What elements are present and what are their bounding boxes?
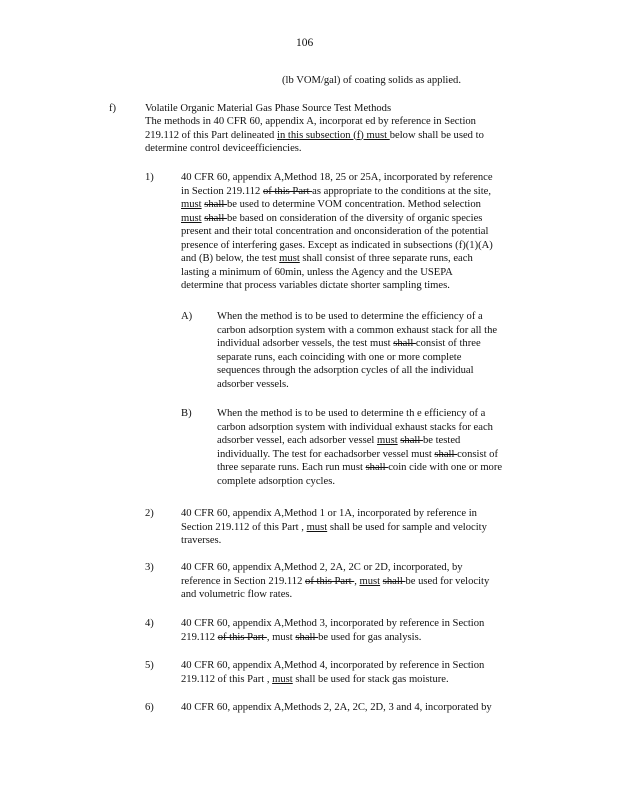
- section-f-body: [145, 115, 545, 156]
- text-line: [181, 266, 551, 280]
- item-4-body: [181, 617, 551, 644]
- text-segment: three separate runs. Each run must: [217, 462, 366, 473]
- text-segment: determine control deviceefficiencies.: [145, 143, 302, 154]
- item-6-body: [181, 701, 551, 715]
- text-line: [217, 407, 547, 421]
- text-segment: individual adsorber vessels, the test must: [217, 338, 394, 349]
- text-line: [181, 588, 551, 602]
- text-segment: 40 CFR 60, appendix A,Method 3, incorporated by reference in Section: [181, 618, 485, 629]
- text-segment: and volumetric flow rates.: [181, 589, 293, 600]
- text-segment: The methods in 40 CFR 60, appendix A, incorporat ed by reference in Section: [145, 116, 476, 127]
- text-segment: presence of interfering gases. Except as indicated in subsections (f)(1)(A): [181, 239, 493, 251]
- item-3-label: 3): [145, 562, 154, 573]
- page-number: 106: [296, 37, 314, 49]
- text-line: [181, 279, 551, 293]
- text-segment: 40 CFR 60, appendix A,Method 4, incorporated by reference in Section: [181, 660, 485, 671]
- text-segment: ,: [354, 575, 360, 587]
- text-line: [181, 252, 551, 266]
- item-1b-label: B): [181, 408, 192, 419]
- text-segment: shall be used for sample and velocity: [327, 521, 487, 533]
- text-line: [181, 225, 551, 239]
- text-segment: determine that process variables dictate shorter sampling times.: [181, 280, 450, 291]
- text-segment: 40 CFR 60, appendix A,Methods 2, 2A, 2C, 2D, 3 and 4, incorporated by: [181, 702, 492, 713]
- inserted-text: must: [272, 673, 293, 685]
- text-line: [181, 534, 551, 548]
- text-segment: in Section 219.112: [181, 185, 263, 197]
- item-5-body: [181, 659, 551, 686]
- inserted-text: must: [279, 253, 300, 264]
- deleted-text: of this Part: [263, 185, 313, 197]
- text-segment: be based on consideration of the diversity of organic species: [226, 212, 483, 224]
- item-1b-body: [217, 407, 547, 488]
- inserted-text: must: [181, 199, 202, 210]
- text-segment: reference in Section 219.112: [181, 575, 306, 587]
- text-segment: present and their total concentration and onconsideration of the potential: [181, 226, 489, 237]
- carryover-line: (lb VOM/gal) of coating solids as applied.: [282, 75, 461, 86]
- text-line: [217, 378, 547, 392]
- deleted-text: shall: [204, 212, 227, 224]
- text-line: [181, 617, 551, 631]
- text-line: [181, 212, 551, 226]
- deleted-text: shall: [434, 448, 458, 460]
- item-4-label: 4): [145, 618, 154, 629]
- text-segment: 219.112: [181, 631, 218, 643]
- text-segment: 40 CFR 60, appendix A,Method 18, 25 or 25A, incorporated by reference: [181, 172, 493, 183]
- text-line: [217, 337, 547, 351]
- inserted-text: in this subsection (f) must: [277, 129, 390, 141]
- text-line: [217, 461, 547, 475]
- text-line: [181, 561, 551, 575]
- text-segment: shall be used for stack gas moisture.: [292, 673, 449, 685]
- text-line: [145, 142, 545, 156]
- text-segment: and (B) below, the test: [181, 253, 280, 264]
- deleted-text: shall: [365, 462, 389, 473]
- text-segment: be used for velocity: [405, 575, 490, 587]
- text-segment: carbon adsorption system with individual exhaust stacks for each: [217, 421, 493, 433]
- text-line: [145, 129, 545, 143]
- text-line: [181, 239, 551, 253]
- text-segment: adsorber vessel, each adsorber vessel: [217, 435, 378, 446]
- text-segment: be used to determine VOM concentration. Method selection: [226, 199, 481, 210]
- text-segment: sequences through the adsorption cycles of all the individual: [217, 365, 474, 376]
- text-line: [217, 434, 547, 448]
- deleted-text: of this Part: [305, 575, 355, 587]
- text-segment: When the method is to be used to determine th e efficiency of a: [217, 408, 486, 419]
- text-line: [181, 659, 551, 673]
- deleted-text: shall: [204, 199, 227, 210]
- deleted-text: shall: [400, 435, 423, 446]
- deleted-text: shall: [393, 338, 416, 349]
- item-1-label: 1): [145, 172, 154, 183]
- text-segment: be used for gas analysis.: [318, 631, 422, 643]
- text-segment: as appropriate to the conditions at the site,: [312, 185, 492, 197]
- text-segment: be tested: [422, 435, 461, 446]
- item-5-label: 5): [145, 660, 154, 671]
- text-line: [181, 171, 551, 185]
- text-segment: shall consist of three separate runs, each: [299, 253, 473, 264]
- text-line: [217, 351, 547, 365]
- text-segment: coin cide with one or more: [388, 462, 503, 473]
- text-segment: , must: [266, 631, 296, 643]
- text-segment: 219.112 of this Part delineated: [145, 129, 278, 141]
- item-3-body: [181, 561, 551, 602]
- text-segment: consist of three: [415, 338, 481, 349]
- text-line: [217, 310, 547, 324]
- item-1a-body: [217, 310, 547, 391]
- text-line: [181, 631, 551, 645]
- text-segment: separate runs, each coinciding with one or more complete: [217, 351, 462, 363]
- text-segment: 219.112 of this Part ,: [181, 673, 273, 685]
- deleted-text: shall: [382, 575, 406, 587]
- text-line: [217, 448, 547, 462]
- text-segment: complete adsorption cycles.: [217, 475, 335, 487]
- text-line: [181, 575, 551, 589]
- text-segment: 40 CFR 60, appendix A,Method 1 or 1A, incorporated by reference in: [181, 508, 477, 519]
- text-line: [181, 701, 551, 715]
- item-2-label: 2): [145, 508, 154, 519]
- text-segment: carbon adsorption system with a common exhaust stack for all the: [217, 324, 498, 336]
- inserted-text: must: [377, 435, 398, 446]
- text-line: [217, 421, 547, 435]
- text-line: [181, 673, 551, 687]
- text-line: [217, 364, 547, 378]
- section-f-heading: Volatile Organic Material Gas Phase Source Test Methods: [145, 103, 392, 114]
- item-6-label: 6): [145, 702, 154, 713]
- section-f-label: f): [109, 103, 117, 114]
- deleted-text: of this Part: [217, 631, 267, 643]
- inserted-text: must: [181, 212, 202, 224]
- item-1a-label: A): [181, 311, 193, 322]
- text-line: [181, 198, 551, 212]
- text-segment: When the method is to be used to determine the efficiency of a: [217, 311, 483, 322]
- text-segment: consist of: [457, 448, 498, 460]
- item-2-body: [181, 507, 551, 548]
- text-segment: traverses.: [181, 535, 222, 546]
- text-segment: Section 219.112 of this Part ,: [181, 521, 307, 533]
- text-segment: below shall be used to: [389, 129, 484, 141]
- inserted-text: must: [306, 521, 328, 533]
- text-line: [181, 185, 551, 199]
- text-line: [181, 521, 551, 535]
- text-segment: adsorber vessels.: [217, 378, 289, 390]
- text-line: [217, 324, 547, 338]
- text-line: [217, 475, 547, 489]
- item-1-body: [181, 171, 551, 293]
- text-line: [145, 115, 545, 129]
- text-segment: lasting a minimum of 60min, unless the Agency and the USEPA: [181, 266, 453, 278]
- text-line: [181, 507, 551, 521]
- deleted-text: shall: [295, 631, 319, 643]
- text-segment: 40 CFR 60, appendix A,Method 2, 2A, 2C or 2D, incorporated, by: [181, 562, 463, 573]
- inserted-text: must: [359, 575, 381, 587]
- text-segment: individually. The test for eachadsorber vessel must: [217, 448, 435, 460]
